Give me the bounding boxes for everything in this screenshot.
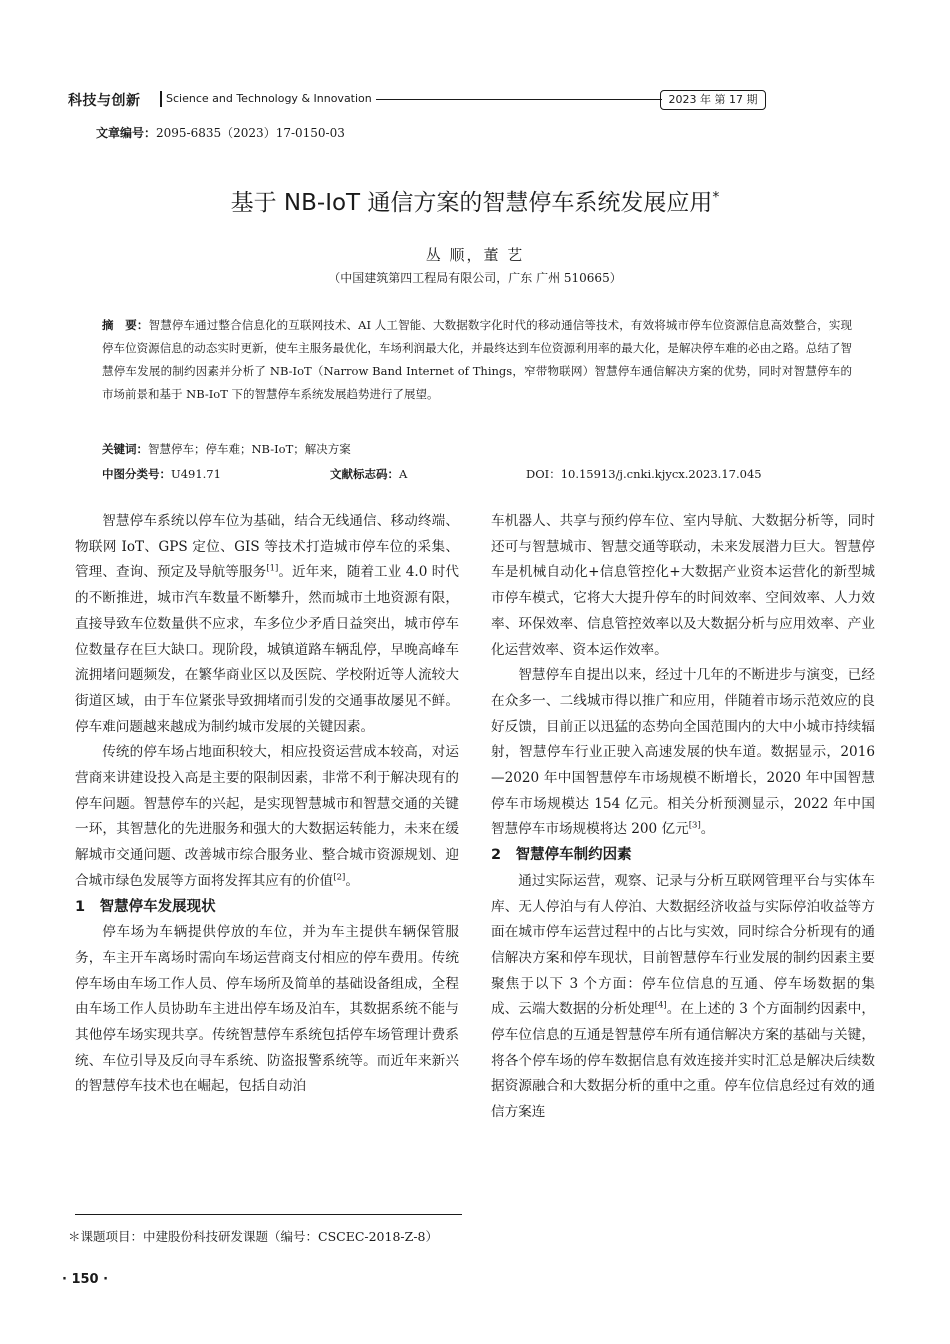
section-heading: 1 智慧停车发展现状 bbox=[75, 898, 216, 915]
abstract-text: 智慧停车通过整合信息化的互联网技术、AI 人工智能、大数据数字化时代的移动通信等技术，有效将城市停车位资源信息高效整合，实现停车位资源信息的动态实时更新，使车主服务最优化，车场利润最大化，并最终达到车位资源利用率的最大化，是解决停车难的必由之路。总结了智慧停车发展的制约因素并分析了 NB-IoT（Narrow Band Internet of Things，窄带物联网）智慧停车通信解决方案的优势，同时对智慧停车的市场前景和基于 NB-IoT 下的智慧停车系统发展趋势进行了展望。 bbox=[102, 318, 853, 401]
citation-ref: [1] bbox=[266, 563, 279, 574]
citation-ref: [2] bbox=[333, 872, 346, 883]
article-number-label: 文章编号： bbox=[96, 126, 157, 140]
paragraph-text: 。在上述的 3 个方面制约因素中，停车位信息的互通是智慧停车所有通信解决方案的基础与关键，将各个停车场的停车数据信息有效连接并实时汇总是解决后续数据资源融合和大数据分析的重中之重。停车位信息经过有效的通信方案连 bbox=[491, 1001, 876, 1121]
article-number bbox=[96, 124, 345, 141]
paragraph-text: 。 bbox=[700, 821, 715, 838]
issue-badge: 2023 年 第 17 期 bbox=[660, 90, 766, 110]
paper-title-text: 基于 NB-IoT 通信方案的智慧停车系统发展应用 bbox=[230, 190, 713, 216]
article-number-value: 2095-6835（2023）17-0150-03 bbox=[156, 126, 345, 140]
keywords bbox=[102, 441, 351, 457]
document-code-label: 文献标志码： bbox=[330, 467, 399, 481]
paragraph-text: 通过实际运营，观察、记录与分析互联网管理平台与实体车库、无人停泊与有人停泊、大数据经济收益与实际停泊收益等方面在城市停车运营过程中的占比与实效，同时综合分析现有的通信解决方案和停车现状，目前智慧停车行业发展的制约因素主要聚焦于以下 3 个方面：停车位信息的互通、停车场数据的集成、云端大数据的分析处理 bbox=[491, 872, 875, 1018]
footnote: ＊课题项目：中建股份科技研发课题（编号：CSCEC-2018-Z-8） bbox=[68, 1229, 439, 1244]
paragraph bbox=[491, 663, 875, 843]
clc-number bbox=[102, 466, 221, 482]
paragraph bbox=[75, 740, 459, 894]
paragraph bbox=[491, 869, 875, 1126]
clc-value: U491.71 bbox=[171, 467, 221, 481]
paragraph: 停车场为车辆提供停放的车位，并为车主提供车辆保管服务，车主开车离场时需向车场运营商支付相应的停车费用。传统停车场由车场工作人员、停车场所及简单的基础设备组成，全程由车场工作人员协助车主进出停车场及泊车，其数据系统不能与其他停车场实现共享。传统智慧停车系统包括停车场管理计费系统、车位引导及反向寻车系统、防盗报警系统等。而近年来新兴的智慧停车技术也在崛起，包括自动泊 bbox=[75, 924, 459, 1095]
title-footnote-mark: * bbox=[712, 189, 720, 206]
paragraph-text: 智慧停车自提出以来，经过十几年的不断进步与演变，已经在众多一、二线城市得以推广和应用，伴随着市场示范效应的良好反馈，目前正以迅猛的态势向全国范围内的大中小城市持续辐射，智慧停车行业正驶入高速发展的快车道。数据显示，2016—2020 年中国智慧停车市场规模不断增长，2020 年中国智慧停车市场规模达 154 亿元。相关分析预测显示，2022 年中国智慧停车市场规模将达 200 亿元 bbox=[491, 667, 875, 838]
paragraph-text: 。近年来，随着工业 4.0 时代的不断推进，城市汽车数量不断攀升，然而城市土地资源有限，直接导致车位数量供不应求，车多位少矛盾日益突出，城市停车位数量存在巨大缺口。现阶段，城镇道路车辆乱停，早晚高峰车流拥堵问题频发，在繁华商业区以及医院、学校附近等人流较大街道区域，由于车位紧张导致拥堵而引发的交通事故屡见不鲜。停车难问题越来越成为制约城市发展的关键因素。 bbox=[75, 564, 460, 735]
paragraph: 车机器人、共享与预约停车位、室内导航、大数据分析等，同时还可与智慧城市、智慧交通等联动，未来发展潜力巨大。智慧停车是机械自动化+信息管控化+大数据产业资本运营化的新型城市停车模式，它将大大提升停车的时间效率、空间效率、人力效率、环保效率、信息管控效率以及大数据分析与应用效率、产业化运营效率、资本运作效率。 bbox=[491, 513, 875, 658]
header-rule bbox=[376, 99, 662, 100]
authors: 丛 顺，董 艺 bbox=[425, 246, 525, 264]
doi: DOI：10.15913/j.cnki.kjycx.2023.17.045 bbox=[526, 467, 762, 481]
footnote-rule bbox=[75, 1214, 462, 1215]
citation-ref: [3] bbox=[688, 820, 701, 831]
paragraph-text: 。 bbox=[345, 872, 359, 889]
abstract bbox=[102, 314, 852, 406]
clc-label: 中图分类号： bbox=[102, 467, 171, 481]
paragraph bbox=[75, 509, 459, 740]
affiliation: （中国建筑第四工程局有限公司，广东 广州 510665） bbox=[328, 271, 622, 285]
paper-title bbox=[0, 184, 950, 217]
paragraph-text: 传统的停车场占地面积较大，相应投资运营成本较高，对运营商来讲建设投入高是主要的限制因素，非常不利于解决现有的停车问题。智慧停车的兴起，是实现智慧城市和智慧交通的关键一环，其智慧化的先进服务和强大的大数据运转能力，未来在缓解城市交通问题、改善城市综合服务业、整合城市资源规划、迎合城市绿色发展等方面将发挥其应有的价值 bbox=[75, 744, 459, 889]
body-column-right bbox=[491, 509, 875, 1126]
document-code-value: A bbox=[399, 467, 408, 481]
citation-ref: [4] bbox=[654, 1000, 667, 1011]
abstract-label: 摘 要： bbox=[102, 318, 149, 332]
keywords-label: 关键词： bbox=[102, 442, 148, 456]
journal-name-english: Science and Technology & Innovation bbox=[166, 92, 372, 105]
page-number: · 150 · bbox=[62, 1272, 109, 1287]
section-heading: 2 智慧停车制约因素 bbox=[491, 847, 632, 864]
keywords-text: 智慧停车；停车难；NB-IoT；解决方案 bbox=[148, 442, 351, 456]
journal-name: 科技与创新 bbox=[68, 93, 141, 109]
document-code bbox=[330, 466, 407, 482]
paragraph-text: 智慧停车系统以停车位为基础，结合无线通信、移动终端、物联网 IoT、GPS 定位、GIS 等技术打造城市停车位的采集、管理、查询、预定及导航等服务 bbox=[75, 513, 459, 581]
header-separator bbox=[160, 91, 162, 107]
body-column-left bbox=[75, 509, 459, 1100]
